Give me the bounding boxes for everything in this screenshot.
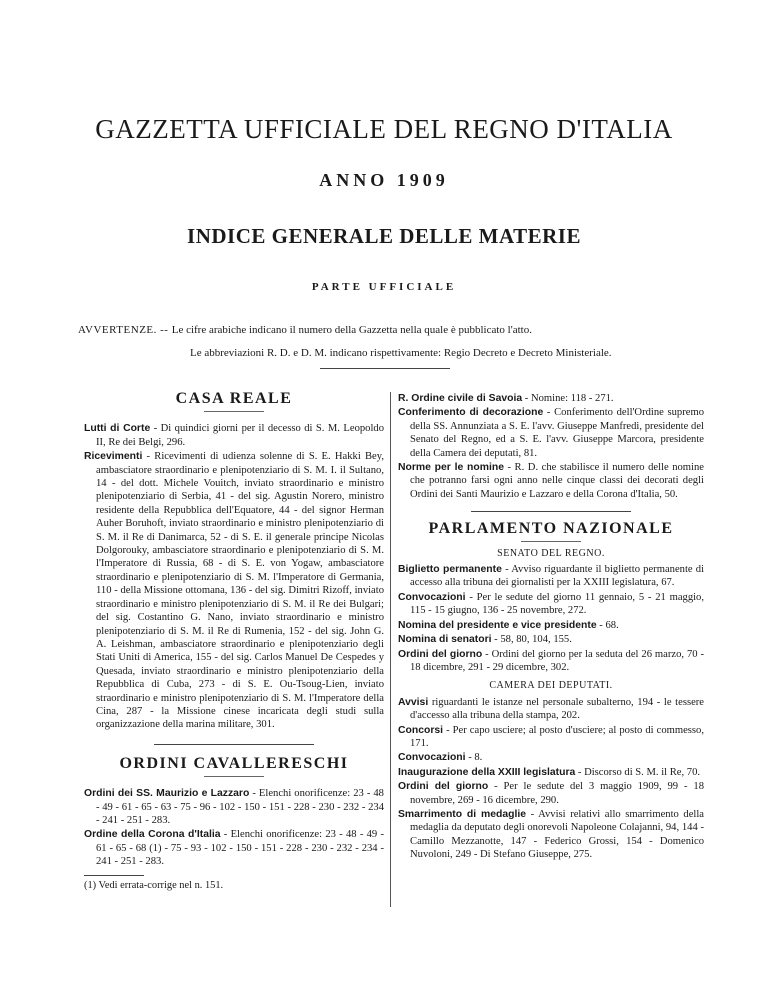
entry-keyword: Lutti di Corte (84, 423, 151, 435)
entry-text: riguardanti le istanze nel personale subalterno, 194 - le tessere d'accesso alla tribuna della stampa, 202. (410, 696, 704, 722)
camera-title: CAMERA DEI DEPUTATI. (489, 680, 613, 692)
entry-ordine-ss (84, 787, 384, 827)
entry-text: - Nomine: 118 - 271. (522, 393, 614, 404)
notice-label: AVVERTENZE. -- (78, 324, 172, 336)
casa-reale-title: CASA REALE (175, 390, 293, 407)
section-rule (204, 411, 264, 412)
entry-text: - Per le sedute del 3 maggio 1909, 99 - 18 novembre, 269 - 16 dicembre, 290. (410, 781, 704, 806)
entry-keyword: Inaugurazione della XXIII legislatura (398, 766, 576, 778)
entry-keyword: Ordine della Corona d'Italia (84, 829, 221, 841)
entry-conferimento (398, 406, 704, 460)
column-separator (390, 392, 391, 907)
entry-keyword: Ordini dei SS. Maurizio e Lazzaro (84, 788, 250, 800)
entry-text: - Discorso di S. M. il Re, 70. (575, 766, 701, 778)
entry-keyword: Convocazioni (398, 591, 466, 603)
notice-text: Le cifre arabiche indicano il numero della Gazzetta nella quale è pubblicato l'atto. (171, 324, 532, 336)
entry-keyword: Ordini del giorno (398, 648, 483, 660)
entry-keyword: Smarrimento di medaglie (398, 808, 527, 820)
entry-convocazioni-camera (398, 751, 704, 764)
section-rule (521, 541, 581, 542)
notice-line (78, 324, 532, 336)
footnote-rule (84, 875, 144, 876)
abbreviations-line: Le abbreviazioni R. D. e D. M. indicano rispettivamente: Regio Decreto e Decreto Ministeriale. (190, 347, 612, 359)
entry-norme (398, 461, 704, 501)
entry-ordini-senato (398, 648, 704, 675)
right-column (398, 392, 704, 863)
entry-biglietto (398, 563, 704, 590)
footnote: (1) Vedi errata-corrige nel n. 151. (84, 879, 224, 891)
left-column (84, 392, 384, 893)
entry-text: - Elenchi onorificenze: 23 - 48 - 49 - 61 - 65 - 68 (1) - 75 - 93 - 102 - 150 - 151 - 228 - 230 - 232 - 234 - 241 - 251 - 283. (96, 829, 384, 868)
ordini-title: ORDINI CAVALLERESCHI (119, 754, 349, 772)
entry-avvisi (398, 696, 704, 723)
entry-text: - Ricevimenti di udienza solenne di S. E. Hakki Bey, ambasciatore straordinario e plenipotenziario di S. M. I. il Sultano, 14 - del dott. Michele Vouitch, inviato straordinario e ministro plenipotenziario di Serbia, 41 - del sig. Agustin Norero, ministro residente della Repubblica dell'Equatore, 44 - del signor Herman Auher Boruhoft, inviato straordinario e ministro plenipotenziario di S. M. il Re di Danimarca, 52 - di S. E. il generale principe Nicolas Dolgorouky, ambasciatore straordinario e plenipotenziario di S. M. l'Imperatore di Russia, 68 - di S. E. von Yogaw, ambasciatore straordinario e plenipotenziario di S. M. l'Imperatore di Germania, 110 - della Missione ottomana, 136 - del sig. Dimitri Rizoff, inviato straordinario e ministro plenipotenziario di S. M. il Re dei Bulgari; del sig. Costantino G. Nano, inviato straordinario e ministro plenipotenziario di S. M. il Re di Rumenia, 152 - del sig. John G. A. Leishman, ambasciatore straordinario e plenipotenziario degli Stati Uniti di America, 155 - del sig. Carlos Manuel De Cespedes y Quesada, inviato straordinario e ministro plenipotenziario della Repubblica di Cuba, 273 - di S. E. Ou-Tsoug-Lien, inviato straordinario e ministro plenipotenziario di S. M. l'Imperatore della Cina, 287 - la Missione cinese incaricata degli studi sulla organizzazione della marina militare, 301. (96, 451, 384, 731)
masthead: GAZZETTA UFFICIALE DEL REGNO D'ITALIA (95, 114, 673, 144)
entry-ricevimenti (84, 450, 384, 732)
entry-convocazioni-senato (398, 591, 704, 618)
header-divider (320, 368, 450, 369)
entry-smarrimento (398, 808, 704, 862)
entry-keyword: Ordini del giorno (398, 781, 489, 793)
entry-text: - Avviso riguardante il biglietto permanente di accesso alla tribuna dei giornalisti per la XXIII legislatura, 67. (410, 564, 705, 589)
entry-ordini-camera (398, 780, 704, 807)
entry-text: - Per le sedute del giorno 11 gennaio, 5 - 21 maggio, 115 - 15 giugno, 136 - 25 novembre, 272. (410, 591, 704, 617)
parlamento-title: PARLAMENTO NAZIONALE (428, 520, 674, 538)
entry-keyword: Norme per le nomine (398, 462, 504, 474)
entry-ordine-savoia (398, 392, 704, 405)
section-rule (204, 776, 264, 777)
senato-title: SENATO DEL REGNO. (497, 547, 605, 559)
section-divider (471, 511, 631, 512)
entry-keyword: Conferimento di decorazione (398, 407, 544, 419)
entry-text: - Elenchi onorificenze: 23 - 48 - 49 - 61 - 65 - 63 - 75 - 96 - 102 - 150 - 151 - 228 - 230 - 232 - 234 - 241 - 251 - 283. (96, 788, 384, 826)
year-heading: ANNO 1909 (319, 170, 449, 190)
entry-keyword: Nomina di senatori (398, 634, 492, 646)
entry-ordine-corona (84, 828, 384, 868)
entry-keyword: Avvisi (398, 696, 429, 708)
entry-nomina-senatori (398, 633, 704, 646)
entry-inaugurazione (398, 766, 704, 779)
entry-text: - Conferimento dell'Ordine supremo della SS. Annunziata a S. E. l'avv. Giuseppe Manfredi, presidente del Senato del Regno, ed a S. E. l'avv. Giuseppe Marcora, presidente della Camera dei deputati, 81. (410, 407, 704, 459)
entry-keyword: R. Ordine civile di Savoia (398, 393, 523, 404)
entry-text: - Per capo usciere; al posto d'usciere; al posto di commesso, 171. (410, 724, 704, 749)
entry-text: - 8. (465, 752, 483, 764)
entry-text: - 58, 80, 104, 155. (491, 634, 572, 646)
entry-text: - Ordini del giorno per la seduta del 26 marzo, 70 - 18 dicembre, 291 - 29 dicembre, 302. (410, 648, 704, 673)
entry-keyword: Biglietto permanente (398, 564, 502, 576)
part-heading: PARTE UFFICIALE (311, 281, 457, 293)
entry-text: - R. D. che stabilisce il numero delle nomine che potranno farsi ogni anno nelle cinque classi dei decorati degli Ordini dei Santi Maurizio e Lazzaro e della Corona d'Italia, 50. (410, 462, 704, 500)
entry-concorsi (398, 724, 704, 751)
index-title: INDICE GENERALE DELLE MATERIE (187, 224, 581, 248)
entry-keyword: Convocazioni (398, 752, 466, 764)
section-divider (154, 744, 314, 745)
entry-keyword: Concorsi (398, 724, 444, 736)
entry-keyword: Ricevimenti (84, 451, 143, 463)
entry-text: - Avvisi relativi allo smarrimento della medaglia da deputato degli onorevoli Napoleone Colajanni, 94, 144 - Camillo Mezzanotte, 147 - Federico Grossi, 154 - Domenico Nuvoloni, 249 - Di Stefano Giuseppe, 275. (410, 808, 704, 861)
entry-text: - Di quindici giorni per il decesso di S. M. Leopoldo II, Re dei Belgi, 296. (96, 423, 384, 448)
entry-lutti (84, 422, 384, 449)
entry-text: - 68. (596, 619, 619, 631)
entry-nomina-presidente (398, 619, 704, 632)
entry-keyword: Nomina del presidente e vice presidente (398, 619, 597, 631)
